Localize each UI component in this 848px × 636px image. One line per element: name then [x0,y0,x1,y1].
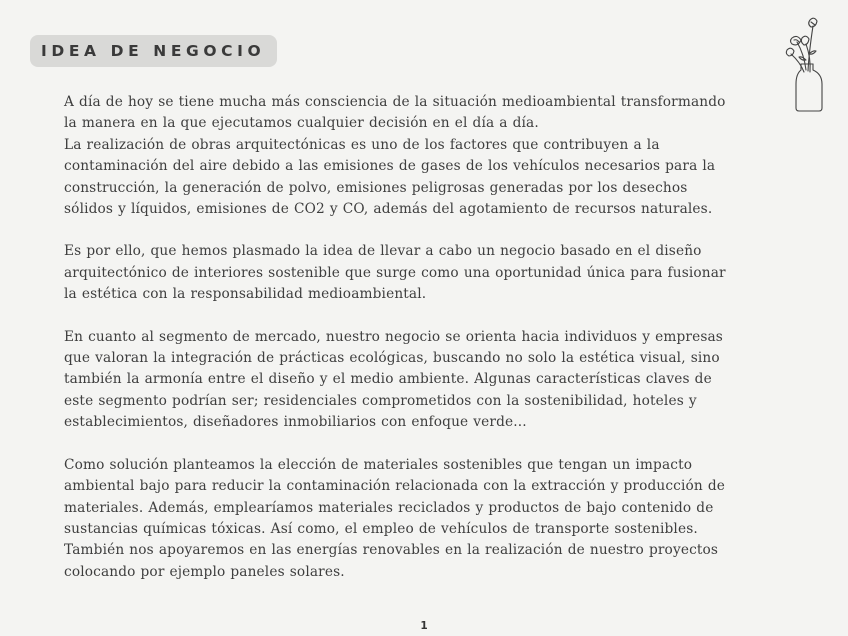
paragraph [64,327,784,434]
text-line: También nos apoyaremos en las energías renovables en la realización de nuestro proyectos [64,542,719,559]
text-line: Es por ello, que hemos plasmado la idea de llevar a cabo un negocio basado en el diseño [64,243,702,260]
text-line: La realización de obras arquitectónicas es uno de los factores que contribuyen a la [64,136,660,153]
text-line: En cuanto al segmento de mercado, nuestro negocio se orienta hacia individuos y empresas [64,328,723,345]
text-line: también la armonía entre el diseño y el medio ambiente. Algunas características claves de [64,371,712,388]
text-line: sustancias químicas tóxicas. Así como, el empleo de vehículos de transporte sostenibles. [64,520,698,537]
text-line: construcción, la generación de polvo, emisiones peligrosas generadas por los desechos [64,179,688,196]
text-line: Como solución planteamos la elección de materiales sostenibles que tengan un impacto [64,456,693,473]
document-body [64,92,784,604]
text-line: arquitectónico de interiores sostenible que surge como una oportunidad única para fusionar [64,264,726,281]
text-line: materiales. Además, emplearíamos materiales reciclados y productos de bajo contenido de [64,499,714,516]
text-line: ambiental bajo para reducir la contaminación relacionada con la extracción y producción de [64,478,726,495]
flower-vase-icon [782,14,826,114]
text-line: este segmento podrían ser; residenciales comprometidos con la sostenibilidad, hoteles y [64,392,697,409]
section-title-badge [30,35,277,67]
text-line: sólidos y líquidos, emisiones de CO2 y CO, además del agotamiento de recursos naturales. [64,201,713,218]
text-line: A día de hoy se tiene mucha más consciencia de la situación medioambiental transformando [64,94,726,110]
text-line: la estética con la responsabilidad medioambiental. [64,286,427,303]
paragraph [64,92,784,220]
text-line: contaminación del aire debido a las emisiones de gases de los vehículos necesarios para la [64,158,716,175]
paragraph [64,241,784,305]
page-number: 1 [420,620,428,632]
paragraph [64,455,784,583]
text-line: la manera en la que ejecutamos cualquier decisión en el día a día. [64,115,539,132]
text-line: que valoran la integración de prácticas ecológicas, buscando no solo la estética visual, sino [64,350,720,367]
text-line: establecimientos, diseñadores inmobiliarios con enfoque verde... [64,414,527,431]
text-line: colocando por ejemplo paneles solares. [64,563,345,580]
section-title: IDEA DE NEGOCIO [41,42,266,60]
